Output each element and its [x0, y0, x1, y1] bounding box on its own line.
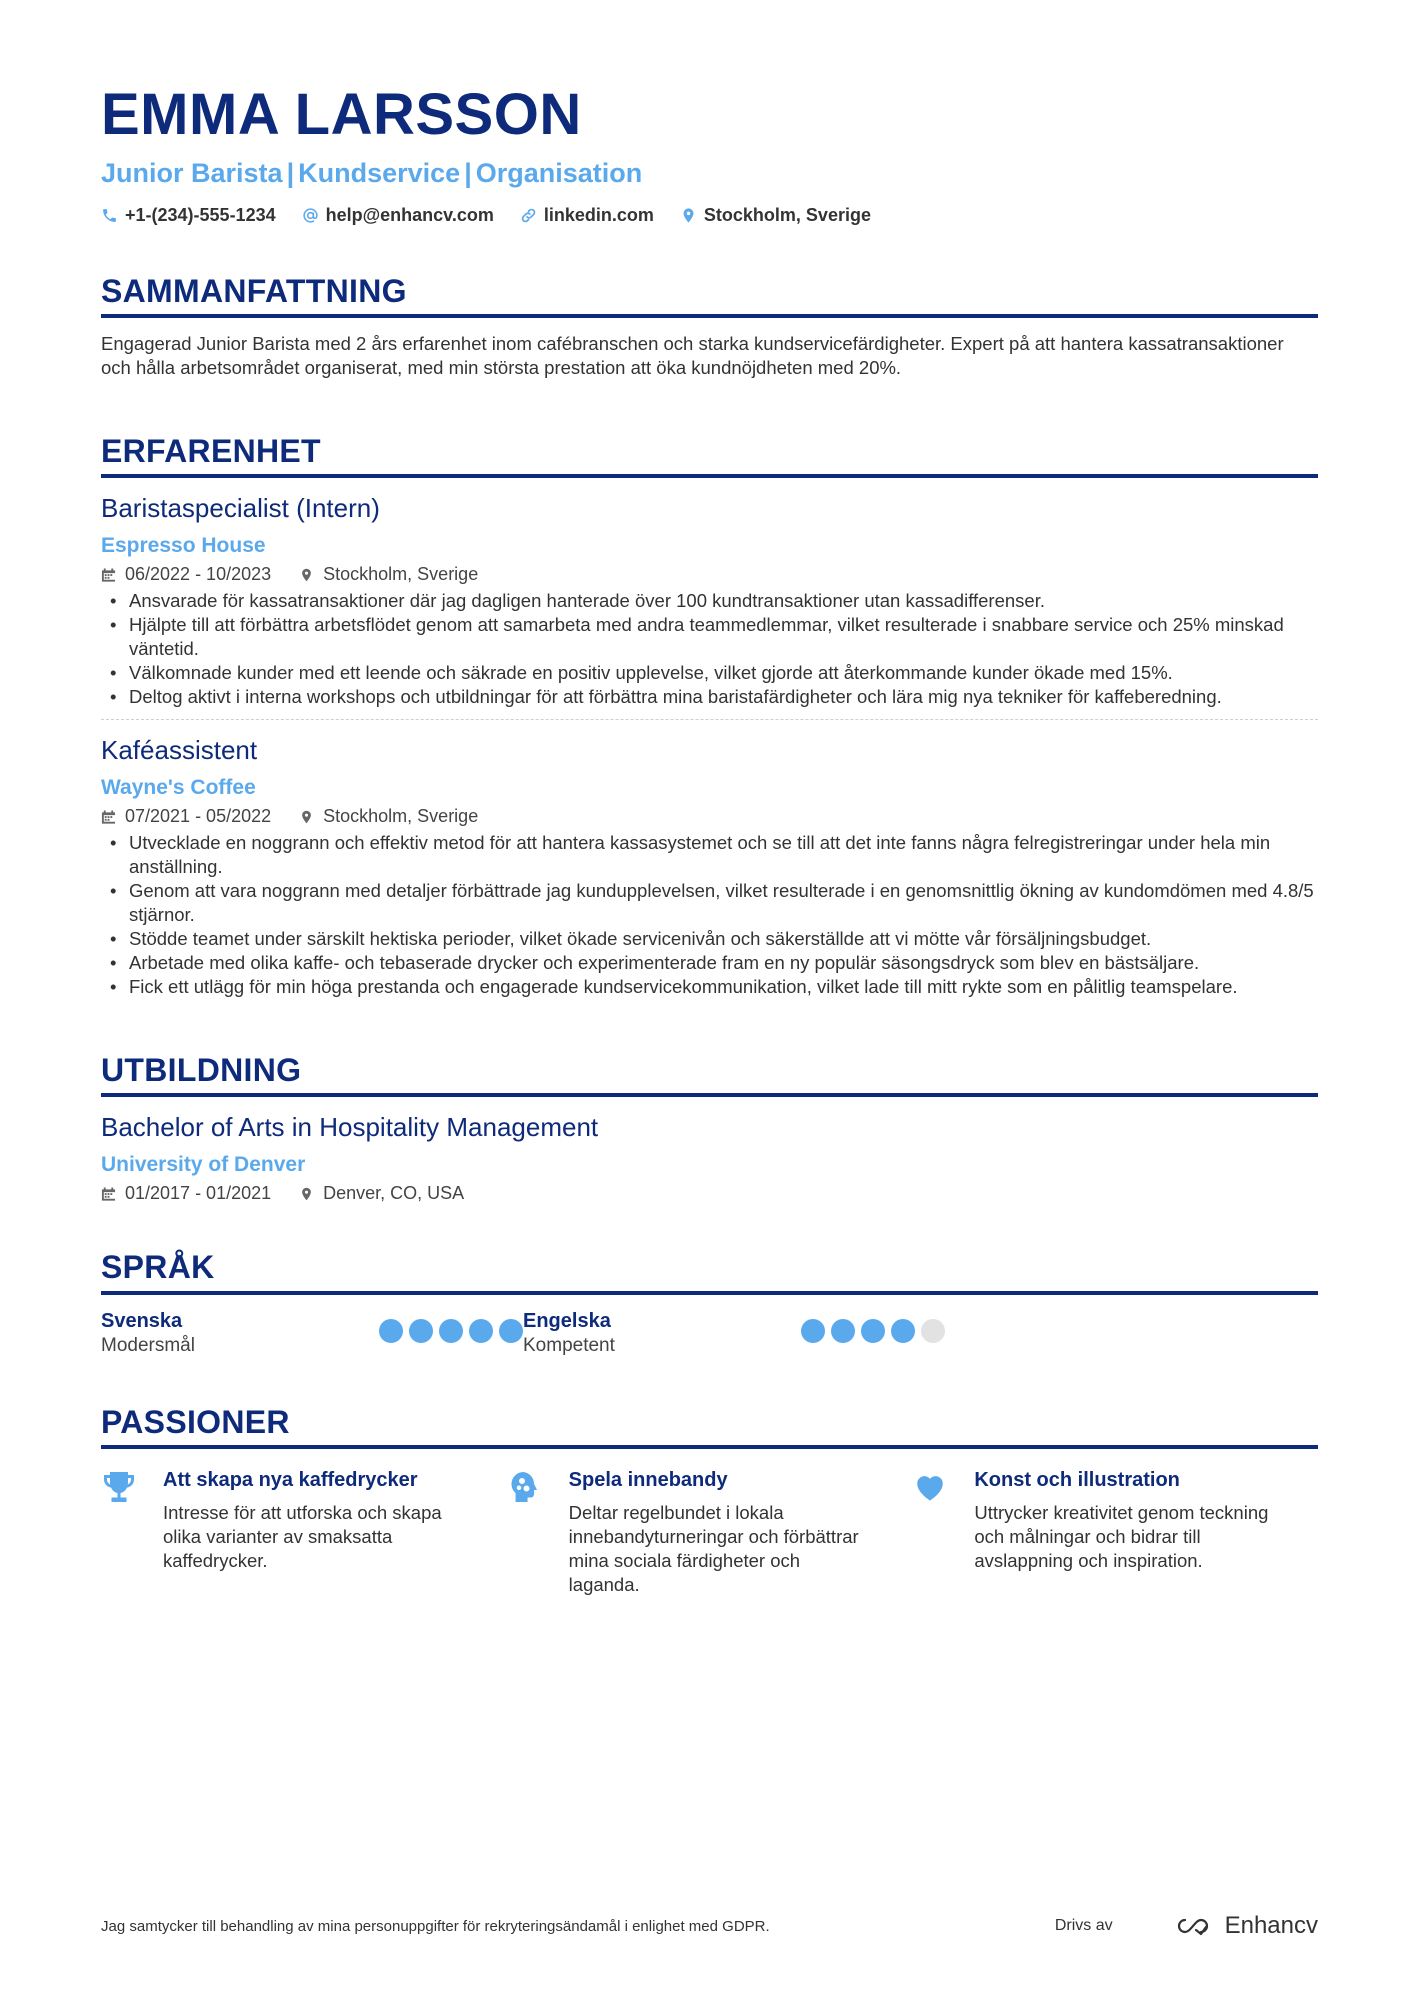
language-rating [379, 1319, 523, 1359]
link-icon [520, 207, 537, 224]
passion-description: Deltar regelbundet i lokala innebandyturneringar och förbättrar mina sociala färdigheter och laganda. [568, 1502, 859, 1596]
rating-dot-filled [861, 1319, 885, 1343]
company-name: Wayne's Coffee [101, 776, 256, 800]
at-icon [302, 207, 319, 224]
language-name: Engelska [523, 1309, 611, 1332]
passion-icon-wrap [507, 1467, 549, 1597]
headline-separator: | [464, 157, 472, 188]
contact-location-text: Stockholm, Sverige [703, 204, 871, 225]
headline-item: Kundservice [298, 157, 461, 188]
education-location [299, 1183, 464, 1204]
job-entry [101, 734, 1318, 999]
passion-icon-wrap [912, 1467, 954, 1597]
job-dates [101, 806, 271, 827]
job-dates [101, 564, 271, 585]
bullet-item: • Välkomnade kunder med ett leende och säkrade en positiv upplevelse, vilket gjorde att återkommande kunder ökade med 15%. [101, 661, 1318, 685]
job-divider [101, 719, 1318, 720]
languages-section [101, 1248, 1318, 1358]
bullet-item: • Genom att vara noggrann med detaljer förbättrade jag kundupplevelsen, vilket resulterade i en genomsnittlig ökning av kundomdömen med 4.8/5 stjärnor. [101, 879, 1318, 927]
headline-item: Organisation [475, 157, 643, 188]
contact-email-text: help@enhancv.com [325, 204, 494, 225]
job-meta [101, 564, 1318, 585]
language-text [523, 1309, 615, 1359]
passion-description: Intresse för att utforska och skapa olika varianter av smaksatta kaffedrycker. [163, 1502, 442, 1572]
passion-title: Att skapa nya kaffedrycker [163, 1469, 418, 1492]
job-title: Baristaspecialist (Intern) [101, 493, 380, 524]
calendar-icon [101, 809, 116, 825]
location-pin-icon [299, 1186, 314, 1202]
gdpr-consent: Jag samtycker till behandling av mina personuppgifter för rekryteringsändamål i enlighet med GDPR. [101, 1917, 770, 1935]
job-location [299, 564, 478, 585]
location-pin-icon [299, 567, 314, 583]
job-bullets [101, 589, 1318, 709]
passion-icon-wrap [101, 1467, 143, 1597]
headline-separator: | [286, 157, 295, 188]
contact-email[interactable] [302, 205, 494, 226]
enhancv-logo-text: Enhancv [1224, 1912, 1318, 1939]
language-level: Modersmål [101, 1334, 195, 1356]
section-title: PASSIONER [101, 1403, 1318, 1449]
bullet-item: • Stödde teamet under särskilt hektiska perioder, vilket ökade servicenivån och säkerställde att vi mötte vår försäljningsbudget. [101, 927, 1318, 951]
language-text [101, 1309, 195, 1359]
education-location-text: Denver, CO, USA [323, 1183, 465, 1204]
calendar-icon [101, 567, 116, 583]
contact-linkedin-text: linkedin.com [543, 204, 654, 225]
section-title: UTBILDNING [101, 1051, 1318, 1097]
job-dates-text: 07/2021 - 05/2022 [125, 806, 272, 827]
language-name: Svenska [101, 1309, 183, 1332]
candidate-name: EMMA LARSSON [101, 82, 582, 147]
headline-item: Junior Barista [101, 157, 283, 188]
summary-section [101, 272, 1318, 380]
rating-dot-filled [379, 1319, 403, 1343]
passions-section [101, 1403, 1318, 1597]
section-title: ERFARENHET [101, 432, 1318, 478]
job-meta [101, 806, 1318, 827]
bullet-item: • Deltog aktivt i interna workshops och utbildningar för att förbättra mina baristafärdigheter och lära mig nya tekniker för kaffeberedning. [101, 685, 1318, 709]
footer [101, 1912, 1318, 1940]
bullet-item: • Arbetade med olika kaffe- och tebaserade drycker och experimenterade fram en ny populär säsongsdryck som blev en bästsäljare. [101, 951, 1318, 975]
job-entry [101, 492, 1318, 709]
passion-text [569, 1467, 873, 1597]
enhancv-logo-icon [1171, 1915, 1215, 1937]
enhancv-logo[interactable] [1171, 1912, 1318, 1940]
trophy-icon [101, 1469, 137, 1505]
rating-dot-filled [409, 1319, 433, 1343]
contact-bar [101, 205, 1318, 226]
head-icon [507, 1469, 543, 1505]
contact-linkedin[interactable] [520, 205, 654, 226]
passion-item [912, 1467, 1318, 1597]
bullet-item: • Ansvarade för kassatransaktioner där jag dagligen hanterade över 100 kundtransaktioner utan kassadifferenser. [101, 589, 1318, 613]
rating-dot-empty [921, 1319, 945, 1343]
passion-description: Uttrycker kreativitet genom teckning och målningar och bidrar till avslappning och inspiration. [974, 1502, 1269, 1572]
language-item [523, 1309, 945, 1359]
rating-dot-filled [891, 1319, 915, 1343]
rating-dot-filled [801, 1319, 825, 1343]
powered-by-label: Drivs av [1054, 1917, 1113, 1934]
section-title: SPRÅK [101, 1248, 1318, 1294]
language-level: Kompetent [523, 1334, 615, 1356]
experience-section [101, 432, 1318, 999]
education-entry [101, 1111, 1318, 1204]
bullet-item: • Utvecklade en noggrann och effektiv metod för att hantera kassasystemet och se till att det inte fanns några felregistreringar under hela min anställning. [101, 831, 1318, 879]
headline [101, 156, 1318, 191]
passion-list [101, 1467, 1318, 1597]
passion-item [507, 1467, 913, 1597]
school-name: University of Denver [101, 1153, 306, 1177]
summary-text: Engagerad Junior Barista med 2 års erfarenhet inom cafébranschen och starka kundservicefärdigheter. Expert på att hantera kassatransaktioner och hålla arbetsområdet organiserat, med min största prestation att öka kundnöjdheten med 20%. [101, 333, 1284, 379]
bullet-item: • Fick ett utlägg för min höga prestanda och engagerade kundservicekommunikation, vilket lade till mitt rykte som en pålitlig teamspelare. [101, 975, 1318, 999]
job-location-text: Stockholm, Sverige [323, 564, 479, 585]
contact-location [680, 205, 871, 226]
rating-dot-filled [831, 1319, 855, 1343]
calendar-icon [101, 1186, 116, 1202]
passion-item [101, 1467, 507, 1597]
company-name: Espresso House [101, 534, 266, 558]
education-section [101, 1051, 1318, 1204]
rating-dot-filled [469, 1319, 493, 1343]
rating-dot-filled [499, 1319, 523, 1343]
bullet-item: • Hjälpte till att förbättra arbetsflödet genom att samarbeta med andra teammedlemmar, vilket resulterade i snabbare service och 25% minskad väntetid. [101, 613, 1318, 661]
passion-title: Spela innebandy [568, 1469, 728, 1492]
education-meta [101, 1183, 1318, 1204]
job-location [299, 806, 478, 827]
language-item [101, 1309, 523, 1359]
language-rating [801, 1319, 945, 1359]
job-bullets [101, 831, 1318, 999]
education-dates [101, 1183, 271, 1204]
location-pin-icon [299, 809, 314, 825]
contact-phone[interactable] [101, 205, 276, 226]
contact-phone-text: +1-(234)-555-1234 [125, 204, 276, 225]
heart-icon [912, 1469, 948, 1505]
rating-dot-filled [439, 1319, 463, 1343]
job-location-text: Stockholm, Sverige [323, 806, 479, 827]
language-list [101, 1309, 1318, 1359]
phone-icon [101, 207, 118, 224]
footer-branding [1055, 1912, 1318, 1940]
job-title: Kaféassistent [101, 735, 258, 766]
passion-text [163, 1467, 467, 1597]
passion-text [974, 1467, 1278, 1597]
location-pin-icon [680, 207, 697, 224]
job-dates-text: 06/2022 - 10/2023 [125, 564, 272, 585]
passion-title: Konst och illustration [974, 1469, 1180, 1492]
section-title: SAMMANFATTNING [101, 272, 1318, 318]
degree-title: Bachelor of Arts in Hospitality Management [101, 1112, 599, 1143]
resume-content [101, 80, 1318, 1597]
education-dates-text: 01/2017 - 01/2021 [125, 1183, 272, 1204]
